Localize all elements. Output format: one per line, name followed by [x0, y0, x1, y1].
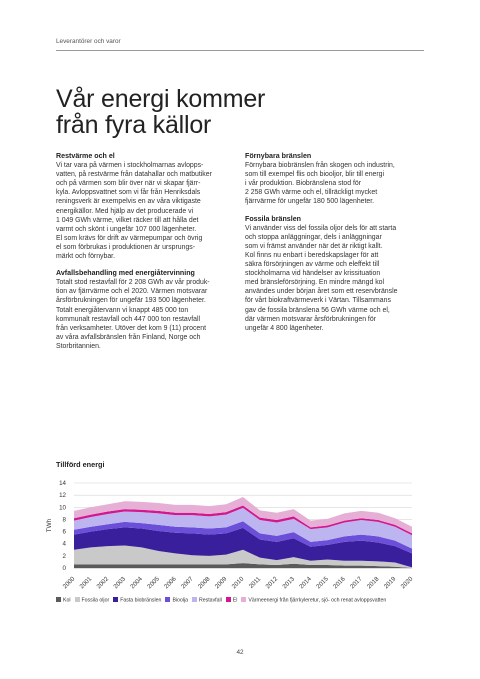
- running-header: Leverantörer och varor: [56, 38, 121, 45]
- y-tick-label: 14: [59, 480, 66, 487]
- text-line: varmt och skönt i ungefär 107 000 lägenheter.: [56, 225, 197, 233]
- page-title-line-2: från fyra källor: [56, 111, 212, 139]
- x-tick-label: 2020: [399, 575, 415, 591]
- paragraph-avfall: [56, 278, 234, 351]
- page-title-line-1: Vår energi kommer: [56, 85, 266, 113]
- text-line: Storbritannien.: [56, 342, 101, 350]
- legend-item: [56, 597, 71, 604]
- legend-swatch: [226, 597, 231, 602]
- x-tick-label: 2004: [129, 575, 144, 591]
- text-line: reningsverk är exempelvis en av våra viktigaste: [56, 198, 201, 206]
- header-rule: [56, 50, 424, 51]
- chart-title: Tillförd energi: [56, 460, 105, 469]
- text-line: som till exempel flis och biooljor, blir till energi: [245, 171, 385, 179]
- legend-item: [113, 597, 161, 604]
- energy-area-chart: [40, 472, 430, 594]
- legend-swatch: [241, 597, 246, 602]
- legend-label: Fossila oljor: [81, 597, 110, 604]
- x-tick-label: 2001: [78, 575, 94, 591]
- legend-label: Kol: [63, 597, 71, 604]
- x-tick-label: 2006: [163, 575, 178, 591]
- text-line: säkra försörjningen av värme och eleffekt till: [245, 261, 380, 269]
- y-tick-label: 2: [62, 552, 66, 560]
- text-line: fjärrvärme för ungefär 180 500 lägenheter.: [245, 198, 375, 206]
- x-tick-label: 2017: [348, 575, 364, 591]
- page-title: [56, 86, 265, 138]
- right-column: [245, 152, 423, 341]
- x-tick-label: 2014: [298, 575, 313, 591]
- legend-swatch: [165, 597, 170, 602]
- text-line: El som krävs för drift av värmepumpar och övrig: [56, 234, 203, 242]
- text-line: Förnybara biobränslen från skogen och industrin,: [245, 162, 395, 170]
- x-tick-label: 2011: [247, 575, 263, 590]
- section-heading-fornybara: Förnybara bränslen: [245, 152, 312, 160]
- text-line: Totalt stod restavfall för 2 208 GWh av vår produk-: [56, 279, 210, 287]
- legend-label: Värmeenergi från fjärrkyleretur, sjö- och renat avloppsvatten: [248, 597, 387, 604]
- legend-label: Fasta biobränslen: [120, 597, 162, 604]
- x-tick-label: 2019: [382, 575, 398, 591]
- text-line: användes under början året som ett reservbränsle: [245, 288, 398, 296]
- y-tick-label: 8: [62, 516, 66, 524]
- text-line: Vi använder viss del fossila oljor dels för att starta: [245, 224, 397, 232]
- text-line: märkt och förnybar.: [56, 253, 115, 261]
- legend-swatch: [56, 597, 61, 602]
- legend-item: [192, 597, 222, 604]
- section-heading-restvarme: Restvärme och el: [56, 152, 115, 160]
- legend-item: [165, 597, 188, 604]
- text-line: kommunalt restavfall och 447 000 ton restavfall: [56, 315, 201, 323]
- legend-item: [226, 597, 238, 604]
- text-line: 1 049 GWh värme, vilket räcker till att hålla det: [56, 216, 199, 224]
- chart-legend: [56, 597, 390, 604]
- text-line: och på värmen som blir över när vi skapar fjärr-: [56, 180, 201, 188]
- text-line: stockholmarna vid händelser av krissituation: [245, 270, 381, 278]
- text-line: där värmen motsvarar årsförbrukningen för: [245, 315, 376, 323]
- legend-item: [241, 597, 386, 604]
- x-tick-label: 2003: [112, 575, 127, 591]
- x-tick-label: 2008: [196, 575, 212, 591]
- text-line: av våra avfallsbränslen från Finland, Norge och: [56, 333, 201, 341]
- text-line: 2 258 GWh värme och el, tillräckligt mycket: [245, 189, 378, 197]
- text-line: från verksamheter. Utöver det kom 9 (11) procent: [56, 324, 206, 332]
- x-tick-label: 2000: [61, 575, 77, 591]
- x-tick-label: 2007: [179, 575, 195, 591]
- legend-swatch: [75, 597, 80, 602]
- text-line: för vårt biokraftvärmeverk i Värtan. Tillsammans: [245, 297, 391, 305]
- text-line: energikällor. Med hjälp av det producerade vi: [56, 207, 194, 215]
- x-tick-label: 2009: [213, 575, 229, 591]
- page-number: 42: [236, 649, 244, 656]
- paragraph-restvarme: [56, 161, 234, 261]
- text-line: vatten, på restvärme från datahallar och matbutiker: [56, 171, 212, 179]
- legend-swatch: [192, 597, 197, 602]
- legend-label: Bioolja: [172, 597, 189, 604]
- y-tick-label: 10: [59, 504, 66, 512]
- text-line: i vår produktion. Biobränslena stod för: [245, 180, 362, 188]
- x-tick-label: 2018: [365, 575, 381, 591]
- section-heading-fossila: Fossila bränslen: [245, 214, 301, 223]
- text-line: och stoppa anläggningar, dels i anläggningar: [245, 233, 382, 241]
- text-line: ungefär 4 800 lägenheter.: [245, 324, 324, 332]
- x-tick-label: 2005: [146, 575, 161, 591]
- text-line: årsförbrukningen för ungefär 193 500 lägenheter.: [56, 297, 206, 305]
- paragraph-fornybara: [245, 161, 423, 206]
- text-line: med bränsleförsörjning. En mindre mängd kol: [245, 279, 385, 287]
- text-line: Totalt energiåtervann vi knappt 485 000 ton: [56, 306, 189, 314]
- x-tick-label: 2012: [264, 575, 280, 591]
- text-line: Vi tar vara på värmen i stockholmarnas avlopps-: [56, 162, 204, 170]
- text-line: Kol finns nu enbart i beredskapslager för att: [245, 251, 379, 259]
- text-line: tion av fjärrvärme och el 2020. Värmen motsvarar: [56, 288, 208, 296]
- legend-item: [75, 597, 110, 604]
- paragraph-fossila: [245, 224, 423, 333]
- legend-swatch: [113, 597, 118, 602]
- text-line: el som förbrukas i produktionen är ursprungs-: [56, 243, 196, 251]
- x-tick-label: 2002: [95, 575, 111, 591]
- y-axis-label: TWh: [46, 518, 53, 533]
- left-column: [56, 152, 234, 359]
- y-tick-label: 12: [59, 492, 66, 500]
- legend-label: Restavfall: [199, 597, 222, 604]
- legend-label: El: [232, 597, 238, 604]
- text-line: som vi främst använder när det är riktigt kallt.: [245, 242, 383, 250]
- section-heading-avfall: Avfallsbehandling med energiåtervinning: [56, 269, 195, 278]
- y-tick-label: 0: [62, 565, 66, 572]
- y-tick-label: 6: [62, 528, 66, 536]
- text-line: gav de fossila bränslena 56 GWh värme och el,: [245, 306, 390, 314]
- x-tick-label: 2010: [230, 575, 246, 591]
- x-tick-label: 2013: [281, 575, 296, 591]
- text-line: kyla. Avloppsvattnet som vi får från Henriksdals: [56, 189, 201, 197]
- x-tick-label: 2016: [332, 575, 347, 591]
- y-tick-label: 4: [62, 540, 66, 548]
- x-tick-label: 2015: [315, 575, 330, 591]
